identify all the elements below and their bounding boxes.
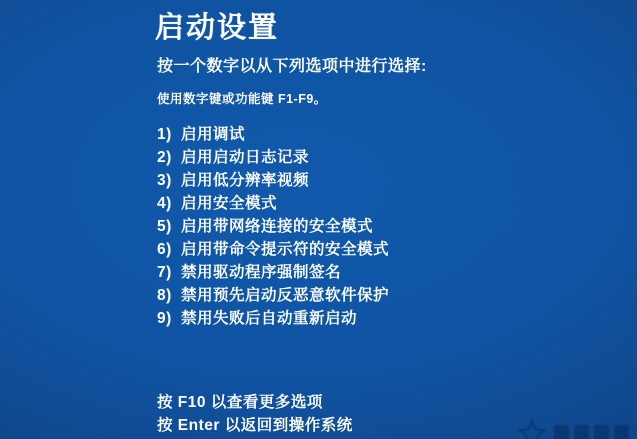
startup-options-list <box>157 123 389 330</box>
option-enable-safe-mode-command-prompt[interactable] <box>157 238 389 261</box>
option-label: 启用启动日志记录 <box>181 149 310 166</box>
option-label: 启用调试 <box>181 126 246 143</box>
option-enable-safe-mode-networking[interactable] <box>157 215 389 238</box>
instruction-text: 按一个数字以从下列选项中进行选择: <box>157 58 427 75</box>
option-number: 4) <box>157 195 172 212</box>
option-enable-safe-mode[interactable] <box>157 192 389 215</box>
footer-hints <box>157 391 353 437</box>
option-label: 启用低分辨率视频 <box>181 172 310 189</box>
option-enable-low-resolution-video[interactable] <box>157 169 389 192</box>
option-number: 2) <box>157 149 172 166</box>
option-label: 禁用驱动程序强制签名 <box>181 264 342 281</box>
option-disable-driver-signature-enforcement[interactable] <box>157 261 389 284</box>
option-label: 启用安全模式 <box>181 195 278 212</box>
option-number: 9) <box>157 310 172 327</box>
option-number: 5) <box>157 218 172 235</box>
option-number: 8) <box>157 287 172 304</box>
watermark <box>517 418 629 439</box>
page-title: 启动设置 <box>155 12 280 44</box>
option-label: 启用带网络连接的安全模式 <box>181 218 374 235</box>
option-number: 7) <box>157 264 172 281</box>
option-number: 3) <box>157 172 172 189</box>
option-number: 1) <box>157 126 172 143</box>
enter-hint: 按 Enter 以返回到操作系统 <box>157 417 353 434</box>
watermark-text-glyphs <box>554 425 629 439</box>
option-disable-early-launch-antimalware[interactable] <box>157 284 389 307</box>
option-enable-boot-logging[interactable] <box>157 146 389 169</box>
star-icon <box>517 418 547 439</box>
option-label: 启用带命令提示符的安全模式 <box>181 241 390 258</box>
option-enable-debugging[interactable] <box>157 123 389 146</box>
option-disable-automatic-restart[interactable] <box>157 307 389 330</box>
option-label: 禁用预先启动反恶意软件保护 <box>181 287 390 304</box>
f10-hint: 按 F10 以查看更多选项 <box>157 394 323 411</box>
option-label: 禁用失败后自动重新启动 <box>181 310 358 327</box>
option-number: 6) <box>157 241 172 258</box>
key-hint-text: 使用数字键或功能键 F1-F9。 <box>157 92 327 106</box>
